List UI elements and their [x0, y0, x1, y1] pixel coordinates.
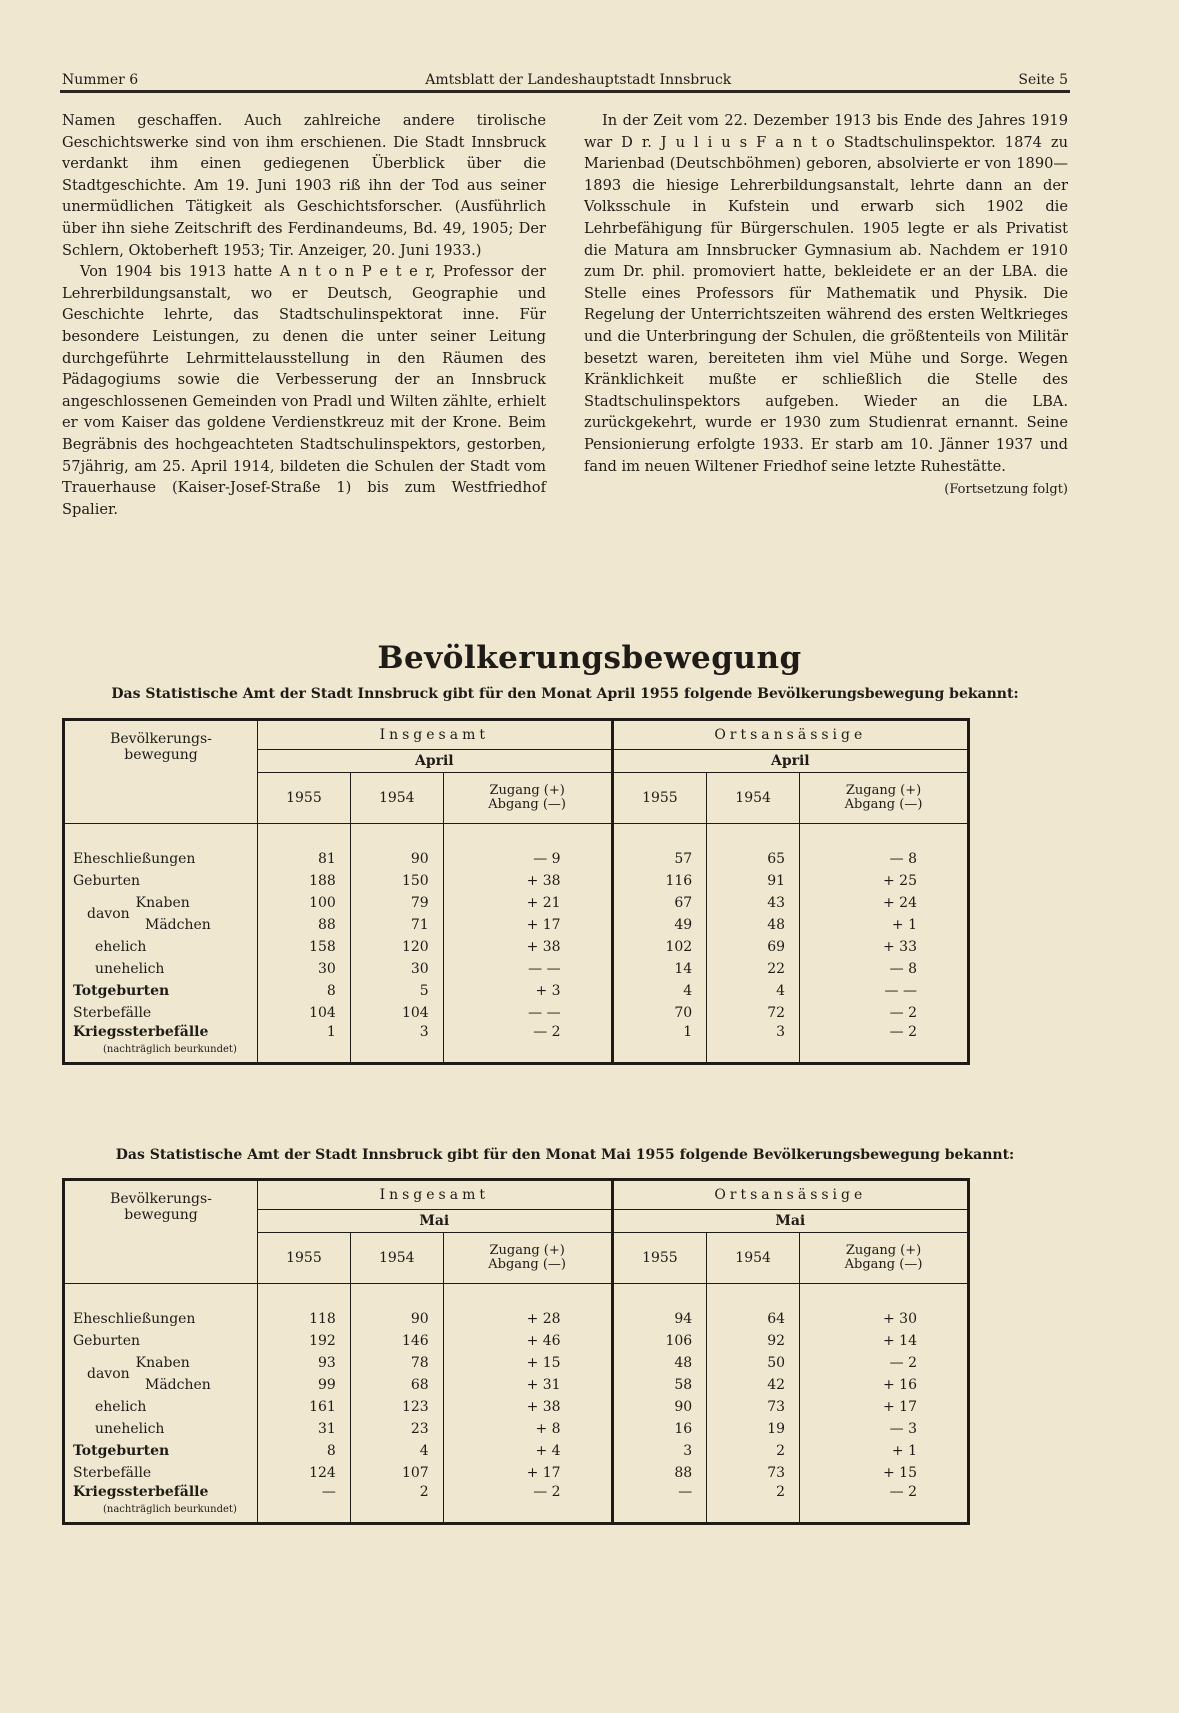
- cell-value: 88: [258, 914, 351, 936]
- cell-value: + 33: [800, 936, 969, 958]
- cell-value: 65: [707, 848, 800, 870]
- paragraph: Namen geschaffen. Auch zahlreiche andere tirolische Geschichtswerke sind von ihm erschienen. Die Stadt Innsbruck verdankt ihm einen gediegenen Überblick über die Stadtgeschichte. Am 19. Juni 1903 riß ihn der Tod aus seiner unermüdlichen Tätigkeit als Geschichtsforscher. (Ausführlich über ihn siehe Zeitschrift des Ferdinandeums, Bd. 49, 1905; Der Schlern, Oktoberheft 1953; Tir. Anzeiger, 20. Juni 1933.): [62, 112, 546, 259]
- cell-value: — 2: [443, 1484, 612, 1516]
- cell-value: + 16: [800, 1374, 969, 1396]
- cell-value: + 1: [800, 914, 969, 936]
- cell-value: 116: [612, 870, 707, 892]
- running-header: [62, 70, 1068, 90]
- cell-value: 58: [612, 1374, 707, 1396]
- section-title: Bevölkerungsbewegung: [377, 640, 802, 676]
- cell-value: 42: [707, 1374, 800, 1396]
- cell-value: — 9: [443, 848, 612, 870]
- cell-value: 73: [707, 1396, 800, 1418]
- cell-value: + 38: [443, 870, 612, 892]
- cell-value: + 28: [443, 1308, 612, 1330]
- row-label-text: ehelich: [95, 1399, 147, 1415]
- cell-value: — —: [443, 958, 612, 980]
- row-label-text: Mädchen: [145, 1377, 211, 1393]
- cell-value: 30: [350, 958, 443, 980]
- row-label-text: Eheschließungen: [73, 851, 196, 867]
- statistics-table-may: [62, 1178, 970, 1525]
- cell-value: 4: [350, 1440, 443, 1462]
- cell-value: 93: [258, 1352, 351, 1374]
- table-row: [64, 958, 969, 980]
- cell-value: + 17: [800, 1396, 969, 1418]
- cell-value: 104: [350, 1002, 443, 1024]
- cell-value: + 8: [443, 1418, 612, 1440]
- cell-value: 120: [350, 936, 443, 958]
- header-rule: [60, 90, 1070, 93]
- continuation-note: (Fortsetzung folgt): [944, 482, 1068, 498]
- cell-value: + 31: [443, 1374, 612, 1396]
- cell-value: 64: [707, 1308, 800, 1330]
- cell-value: 4: [612, 980, 707, 1002]
- row-label: [64, 958, 258, 980]
- row-label-text: Sterbefälle: [73, 1465, 152, 1481]
- cell-value: 57: [612, 848, 707, 870]
- cell-value: — 2: [800, 1024, 969, 1056]
- group-header-total: Insgesamt: [258, 720, 613, 750]
- cell-value: 124: [258, 1462, 351, 1484]
- row-label-text: Geburten: [73, 873, 141, 889]
- cell-value: 23: [350, 1418, 443, 1440]
- cell-value: — —: [443, 1002, 612, 1024]
- table-row: [64, 1002, 969, 1024]
- cell-value: 69: [707, 936, 800, 958]
- cell-value: — 2: [800, 1002, 969, 1024]
- cell-value: 1: [612, 1024, 707, 1056]
- cell-value: 81: [258, 848, 351, 870]
- row-label: [64, 1002, 258, 1024]
- cell-value: 88: [612, 1462, 707, 1484]
- month-header: April: [258, 750, 613, 773]
- cell-value: 19: [707, 1418, 800, 1440]
- cell-value: 102: [612, 936, 707, 958]
- cell-value: + 21: [443, 892, 612, 914]
- row-label-text: Kriegssterbefälle: [73, 1024, 209, 1040]
- row-label-text: unehelich: [95, 1421, 165, 1437]
- cell-value: 22: [707, 958, 800, 980]
- row-label: [64, 892, 258, 922]
- cell-value: 94: [612, 1308, 707, 1330]
- table-row: [64, 892, 969, 914]
- cell-value: 49: [612, 914, 707, 936]
- group-header-total: Insgesamt: [258, 1180, 613, 1210]
- row-label-text: ehelich: [95, 939, 147, 955]
- row-label: [64, 936, 258, 958]
- issue-number: Nummer 6: [62, 72, 139, 88]
- cell-value: 50: [707, 1352, 800, 1374]
- cell-value: 2: [707, 1440, 800, 1462]
- table-row: [64, 1462, 969, 1484]
- cell-value: — 8: [800, 958, 969, 980]
- left-column: [62, 110, 546, 520]
- cell-value: 123: [350, 1396, 443, 1418]
- table-row: [64, 870, 969, 892]
- cell-value: 5: [350, 980, 443, 1002]
- cell-value: 99: [258, 1374, 351, 1396]
- month-header: Mai: [258, 1210, 613, 1233]
- cell-value: 91: [707, 870, 800, 892]
- row-label-text: Mädchen: [145, 917, 211, 933]
- year-header: 1955: [258, 1233, 351, 1284]
- cell-value: 68: [350, 1374, 443, 1396]
- table-row: [64, 980, 969, 1002]
- cell-value: 43: [707, 892, 800, 914]
- cell-value: + 46: [443, 1330, 612, 1352]
- cell-value: 73: [707, 1462, 800, 1484]
- paragraph: In der Zeit vom 22. Dezember 1913 bis Ende des Jahres 1919 war D r. J u l i u s F a n t o Stadtschulinspektor. 1874 zu Marienbad (Deutschböhmen) geboren, absolvierte er von 1890—1893 die hiesige Lehrerbildungsanstalt, lehrte dann an der Volksschule in Kufstein und erwarb sich 1902 die Lehrbefähigung für Bürgerschulen. 1905 legte er als Privatist die Matura am Innsbrucker Gymnasium ab. Nachdem er 1910 zum Dr. phil. promoviert hatte, bekleidete er an der LBA. die Stelle eines Professors für Mathematik und Physik. Die Regelung der Unterrichtszeiten während des ersten Weltkrieges und die Unterbringung der Schulen, die größtenteils von Militär besetzt waren, bereiteten ihm viel Mühe und Sorge. Wegen Kränklichkeit mußte er schließlich die Stelle des Stadtschulinspektors aufgeben. Wieder an die LBA. zurückgekehrt, wurde er 1930 zum Studienrat ernannt. Seine Pensionierung erfolgte 1933. Er starb am 10. Jänner 1937 und fand im neuen Wiltener Friedhof seine letzte Ruhestätte.: [584, 112, 1068, 475]
- cell-value: 90: [350, 1308, 443, 1330]
- cell-value: —: [612, 1484, 707, 1516]
- cell-value: 3: [350, 1024, 443, 1056]
- cell-value: —: [258, 1484, 351, 1516]
- month-header: Mai: [612, 1210, 968, 1233]
- row-label: [64, 1418, 258, 1440]
- change-header: Zugang (+) Abgang (—): [800, 773, 969, 824]
- cell-value: — 2: [800, 1484, 969, 1516]
- cell-value: 71: [350, 914, 443, 936]
- cell-value: 72: [707, 1002, 800, 1024]
- cell-value: 14: [612, 958, 707, 980]
- paragraph: Von 1904 bis 1913 hatte A n t o n P e t e r, Professor der Lehrerbildungsanstalt, wo er Deutsch, Geographie und Geschichte lehrte, das Stadtschulinspektorat inne. Für besondere Leistungen, zu denen die unter seiner Leitung durchgeführte Lehrmittelausstellung in den Räumen des Pädagogiums sowie die Verbesserung der an Innsbruck angeschlossenen Gemeinden von Pradl und Wilten zählte, erhielt er vom Kaiser das goldene Verdienstkreuz mit der Krone. Beim Begräbnis des hochgeachteten Stadtschulinspektors, gestorben, 57jährig, am 25. April 1914, bildeten die Schulen der Stadt vom Trauerhause (Kaiser-Josef-Straße 1) bis zum Westfriedhof Spalier.: [62, 263, 546, 518]
- year-header: 1955: [258, 773, 351, 824]
- cell-value: — 8: [800, 848, 969, 870]
- cell-value: 48: [612, 1352, 707, 1374]
- year-header: 1954: [350, 773, 443, 824]
- year-header: 1954: [707, 1233, 800, 1284]
- cell-value: + 3: [443, 980, 612, 1002]
- table-row: [64, 1484, 969, 1516]
- row-label: [64, 870, 258, 892]
- cell-value: + 38: [443, 936, 612, 958]
- row-label-text: Sterbefälle: [73, 1005, 152, 1021]
- cell-value: + 25: [800, 870, 969, 892]
- cell-value: + 38: [443, 1396, 612, 1418]
- cell-value: 78: [350, 1352, 443, 1374]
- publication-title: Amtsblatt der Landeshauptstadt Innsbruck: [425, 72, 732, 88]
- cell-value: 31: [258, 1418, 351, 1440]
- cell-value: 70: [612, 1002, 707, 1024]
- label-header: Bevölkerungs- bewegung: [64, 1180, 258, 1284]
- cell-value: 146: [350, 1330, 443, 1352]
- row-label: [64, 1024, 258, 1056]
- row-label: [64, 1352, 258, 1382]
- row-label-text: unehelich: [95, 961, 165, 977]
- cell-value: 3: [612, 1440, 707, 1462]
- row-label: [64, 1462, 258, 1484]
- cell-value: 106: [612, 1330, 707, 1352]
- group-header-residents: Ortsansässige: [612, 1180, 968, 1210]
- table-row: [64, 848, 969, 870]
- cell-value: 90: [350, 848, 443, 870]
- statistics-table-april: [62, 718, 970, 1065]
- table-row: [64, 1374, 969, 1396]
- row-label-text: Geburten: [73, 1333, 141, 1349]
- cell-value: 100: [258, 892, 351, 914]
- cell-value: 192: [258, 1330, 351, 1352]
- cell-value: + 17: [443, 1462, 612, 1484]
- row-label: [64, 1308, 258, 1330]
- cell-value: — 2: [443, 1024, 612, 1056]
- cell-value: + 24: [800, 892, 969, 914]
- cell-value: — 3: [800, 1418, 969, 1440]
- table-row: [64, 914, 969, 936]
- cell-value: 8: [258, 980, 351, 1002]
- cell-value: 3: [707, 1024, 800, 1056]
- row-prefix: davon: [87, 906, 130, 922]
- cell-value: + 15: [443, 1352, 612, 1374]
- cell-value: — 2: [800, 1352, 969, 1374]
- row-label-text: Totgeburten: [73, 1443, 170, 1459]
- change-header: Zugang (+) Abgang (—): [443, 773, 612, 824]
- row-label-text: Totgeburten: [73, 983, 170, 999]
- row-label: [64, 1396, 258, 1418]
- row-label: [64, 980, 258, 1002]
- month-header: April: [612, 750, 968, 773]
- cell-value: + 1: [800, 1440, 969, 1462]
- row-label-text: Knaben: [135, 1355, 190, 1371]
- right-column: [584, 110, 1068, 501]
- change-header: Zugang (+) Abgang (—): [443, 1233, 612, 1284]
- table-row: [64, 1440, 969, 1462]
- row-note: (nachträglich beurkundet): [103, 1504, 237, 1515]
- year-header: 1955: [612, 773, 707, 824]
- cell-value: + 14: [800, 1330, 969, 1352]
- row-prefix: davon: [87, 1366, 130, 1382]
- cell-value: + 17: [443, 914, 612, 936]
- table-row: [64, 1418, 969, 1440]
- cell-value: 161: [258, 1396, 351, 1418]
- row-label-text: Kriegssterbefälle: [73, 1484, 209, 1500]
- year-header: 1954: [707, 773, 800, 824]
- cell-value: 104: [258, 1002, 351, 1024]
- cell-value: 188: [258, 870, 351, 892]
- row-label: [64, 1330, 258, 1352]
- cell-value: 48: [707, 914, 800, 936]
- cell-value: + 15: [800, 1462, 969, 1484]
- table-row: [64, 1396, 969, 1418]
- table-row: [64, 936, 969, 958]
- cell-value: 2: [350, 1484, 443, 1516]
- row-label: [64, 1484, 258, 1516]
- cell-value: + 30: [800, 1308, 969, 1330]
- cell-value: 2: [707, 1484, 800, 1516]
- group-header-residents: Ortsansässige: [612, 720, 968, 750]
- table-intro-april: Das Statistische Amt der Stadt Innsbruck gibt für den Monat April 1955 folgende Bevölkerungsbewegung bekannt:: [111, 686, 1019, 702]
- cell-value: 16: [612, 1418, 707, 1440]
- cell-value: 30: [258, 958, 351, 980]
- row-note: (nachträglich beurkundet): [103, 1044, 237, 1055]
- page-number: Seite 5: [1018, 72, 1068, 88]
- row-label: [64, 1440, 258, 1462]
- label-header: Bevölkerungs- bewegung: [64, 720, 258, 824]
- cell-value: + 4: [443, 1440, 612, 1462]
- table-row: [64, 1330, 969, 1352]
- row-label-text: Eheschließungen: [73, 1311, 196, 1327]
- cell-value: — —: [800, 980, 969, 1002]
- cell-value: 4: [707, 980, 800, 1002]
- cell-value: 150: [350, 870, 443, 892]
- cell-value: 158: [258, 936, 351, 958]
- change-header: Zugang (+) Abgang (—): [800, 1233, 969, 1284]
- cell-value: 67: [612, 892, 707, 914]
- cell-value: 90: [612, 1396, 707, 1418]
- table-row: [64, 1024, 969, 1056]
- year-header: 1955: [612, 1233, 707, 1284]
- row-label: [64, 848, 258, 870]
- cell-value: 8: [258, 1440, 351, 1462]
- table-row: [64, 1308, 969, 1330]
- cell-value: 92: [707, 1330, 800, 1352]
- table-row: [64, 1352, 969, 1374]
- table-intro-may: Das Statistische Amt der Stadt Innsbruck gibt für den Monat Mai 1955 folgende Bevölkerungsbewegung bekannt:: [115, 1147, 1015, 1163]
- cell-value: 107: [350, 1462, 443, 1484]
- cell-value: 79: [350, 892, 443, 914]
- cell-value: 118: [258, 1308, 351, 1330]
- row-label-text: Knaben: [135, 895, 190, 911]
- cell-value: 1: [258, 1024, 351, 1056]
- year-header: 1954: [350, 1233, 443, 1284]
